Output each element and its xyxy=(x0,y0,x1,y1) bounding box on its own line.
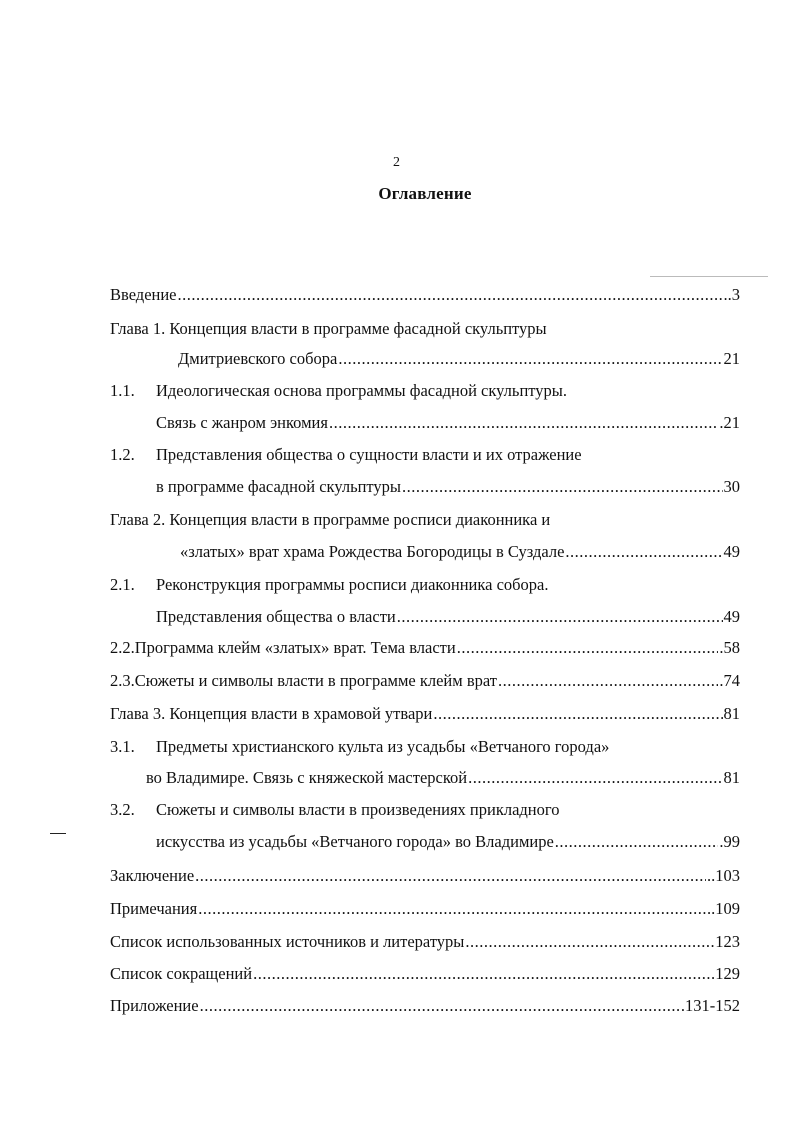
toc-entry-text: Глава 2. Концепция власти в программе росписи диаконника и xyxy=(110,510,551,529)
scan-artifact-line xyxy=(650,276,768,277)
dot-leader xyxy=(329,413,718,433)
page-number: 2 xyxy=(393,155,400,170)
toc-entry-text: «златых» врат храма Рождества Богородицы в Суздале xyxy=(180,542,565,561)
dot-leader xyxy=(402,477,722,497)
toc-entry-page: .109 xyxy=(711,899,740,918)
toc-entry-text: Заключение xyxy=(110,866,195,885)
toc-entry-number: 2.2. xyxy=(110,638,135,657)
toc-entry-text: Представления общества о сущности власти и их отражение xyxy=(156,445,582,464)
toc-entry-text: Глава 1. Концепция власти в программе фасадной скульптуры xyxy=(110,319,547,338)
dot-leader xyxy=(178,285,723,305)
toc-entry-page: ..3 xyxy=(723,285,740,304)
toc-entry-text: Связь с жанром энкомия xyxy=(156,413,328,432)
toc-entry-page: .21 xyxy=(719,413,740,432)
toc-entry-page: 129 xyxy=(715,964,740,983)
toc-entry-text: Примечания xyxy=(110,899,198,918)
toc-entry-text: искусства из усадьбы «Ветчаного города» во Владимире xyxy=(156,832,554,851)
toc-entry-page: 81 xyxy=(723,768,740,787)
toc-entry-page: 123 xyxy=(715,932,740,951)
dot-leader xyxy=(195,866,706,886)
toc-entry-1-2[interactable] xyxy=(110,445,582,467)
toc-entry-text: Идеологическая основа программы фасадной скульптуры. xyxy=(156,381,567,400)
toc-entry-text: Список использованных источников и литературы xyxy=(110,932,465,951)
dot-leader xyxy=(200,996,680,1016)
dot-leader xyxy=(457,638,719,658)
toc-entry-chapter-3[interactable] xyxy=(110,704,740,726)
dot-leader xyxy=(465,932,714,952)
toc-entry-text: Дмитриевского собора xyxy=(178,349,338,368)
toc-entry-text: Предметы христианского культа из усадьбы «Ветчаного города» xyxy=(156,737,610,756)
toc-entry-text: в программе фасадной скульптуры xyxy=(156,477,402,496)
scan-artifact-dash xyxy=(50,833,66,834)
dot-leader xyxy=(498,671,718,691)
toc-entry-2-1[interactable] xyxy=(110,575,549,597)
toc-entry-text: Список сокращений xyxy=(110,964,253,983)
dot-leader xyxy=(397,607,723,627)
toc-entry-text: Сюжеты и символы власти в программе клейм врат xyxy=(134,671,497,690)
toc-entry-2-2[interactable] xyxy=(110,638,740,660)
toc-entry-2-3[interactable] xyxy=(110,671,740,693)
toc-entry-appendix[interactable] xyxy=(110,996,740,1018)
toc-entry-page: 30 xyxy=(723,477,740,496)
dot-leader xyxy=(338,349,722,369)
toc-entry-number: 1.2. xyxy=(110,445,135,464)
toc-entry-number: 2.3. xyxy=(110,671,135,690)
toc-entry-page: 49 xyxy=(723,542,740,561)
dot-leader xyxy=(198,899,710,919)
toc-entry-3-1-cont[interactable] xyxy=(146,768,740,790)
toc-entry-number: 1.1. xyxy=(110,381,135,400)
toc-entry-conclusion[interactable] xyxy=(110,866,740,888)
toc-entry-3-2-cont[interactable] xyxy=(156,832,740,854)
toc-entry-page: .74 xyxy=(719,671,740,690)
toc-entry-chapter-2-cont[interactable] xyxy=(180,542,740,564)
toc-title: Оглавление xyxy=(378,184,472,203)
toc-entry-page: 81 xyxy=(723,704,740,723)
toc-entry-page: ..103 xyxy=(707,866,740,885)
toc-entry-2-1-cont[interactable] xyxy=(156,607,740,629)
toc-entry-text: Глава 3. Концепция власти в храмовой утвари xyxy=(110,704,433,723)
toc-entry-page: 49 xyxy=(723,607,740,626)
toc-entry-text: Программа клейм «златых» врат. Тема власти xyxy=(134,638,456,657)
toc-entry-abbreviations[interactable] xyxy=(110,964,740,986)
toc-entry-page: 21 xyxy=(723,349,740,368)
toc-entry-1-1[interactable] xyxy=(110,381,567,403)
toc-entry-number: 3.1. xyxy=(110,737,135,756)
toc-entry-number: 2.1. xyxy=(110,575,135,594)
toc-entry-text: Сюжеты и символы власти в произведениях прикладного xyxy=(156,800,560,819)
toc-entry-page: .131-152 xyxy=(680,996,740,1015)
toc-entry-1-2-cont[interactable] xyxy=(156,477,740,499)
toc-entry-1-1-cont[interactable] xyxy=(156,413,740,435)
dot-leader xyxy=(555,832,719,852)
toc-entry-text: Представления общества о власти xyxy=(156,607,396,626)
toc-entry-text: во Владимире. Связь с княжеской мастерской xyxy=(146,768,468,787)
toc-entry-introduction[interactable] xyxy=(110,285,740,307)
toc-entry-text: Приложение xyxy=(110,996,199,1015)
toc-entry-number: 3.2. xyxy=(110,800,135,819)
toc-entry-3-1[interactable] xyxy=(110,737,609,759)
toc-entry-bibliography[interactable] xyxy=(110,932,740,954)
dot-leader xyxy=(565,542,722,562)
dot-leader xyxy=(253,964,714,984)
toc-entry-text: Реконструкция программы росписи диаконника собора. xyxy=(156,575,549,594)
toc-entry-3-2[interactable] xyxy=(110,800,559,822)
dot-leader xyxy=(468,768,722,788)
toc-entry-notes[interactable] xyxy=(110,899,740,921)
toc-entry-page: .99 xyxy=(719,832,740,851)
toc-entry-chapter-2[interactable] xyxy=(110,510,550,532)
toc-entry-chapter-1[interactable] xyxy=(110,319,547,341)
toc-entry-page: .58 xyxy=(719,638,740,657)
toc-entry-chapter-1-cont[interactable] xyxy=(178,349,740,371)
dot-leader xyxy=(433,704,722,724)
toc-entry-text: Введение xyxy=(110,285,177,304)
